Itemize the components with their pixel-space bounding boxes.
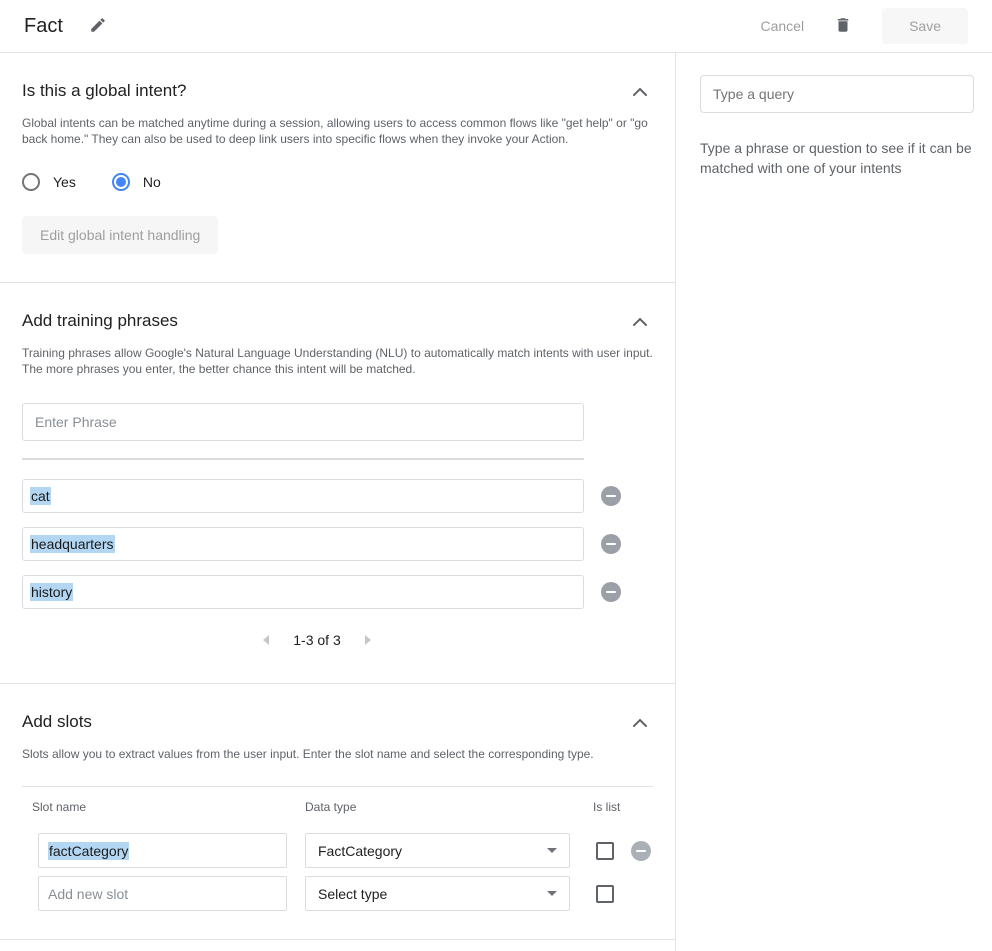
- edit-title-button[interactable]: [89, 16, 107, 37]
- data-type-select[interactable]: [305, 833, 570, 868]
- radio-option-no[interactable]: [112, 173, 161, 191]
- global-intent-section: [0, 53, 675, 283]
- minus-icon: [636, 850, 646, 852]
- remove-phrase-button[interactable]: [601, 534, 621, 554]
- add-new-slot-input[interactable]: [38, 876, 287, 911]
- column-header-slot-name: Slot name: [32, 800, 87, 814]
- training-phrases-section: [0, 283, 675, 684]
- radio-dot: [116, 177, 126, 187]
- global-intent-heading: Is this a global intent?: [22, 81, 187, 100]
- test-panel-hint: Type a phrase or question to see if it can be matched with one of your intents: [700, 140, 972, 176]
- add-slots-description: Slots allow you to extract values from the user input. Enter the slot name and select the corresponding type.: [22, 747, 594, 761]
- slot-row: [22, 833, 653, 868]
- phrase-text: cat: [31, 488, 50, 504]
- phrase-input[interactable]: [22, 575, 584, 609]
- phrase-pagination: [22, 631, 612, 649]
- test-intent-panel: [676, 53, 992, 951]
- phrase-input[interactable]: [22, 479, 584, 513]
- radio-icon-selected: [112, 173, 130, 191]
- column-header-is-list: Is list: [593, 800, 621, 814]
- radio-option-yes[interactable]: [22, 173, 76, 191]
- radio-label-yes: Yes: [53, 174, 76, 190]
- phrase-list-divider: [22, 458, 584, 460]
- is-list-checkbox[interactable]: [596, 885, 614, 903]
- previous-page-button[interactable]: [259, 631, 273, 649]
- training-phrases-description: Training phrases allow Google's Natural Language Understanding (NLU) to automatically match intents with user input. The more phrases you enter, the better chance this intent will be matched.: [22, 346, 653, 376]
- select-type-value: Select type: [318, 885, 388, 902]
- minus-icon: [606, 543, 616, 545]
- phrase-row: [22, 575, 653, 609]
- global-intent-description: Global intents can be matched anytime during a session, allowing users to access common flows like "get help" or "go back home." They can also be used to deep link users into specific flows when they invoke your Action.: [22, 116, 648, 146]
- global-intent-radio-group: [22, 173, 653, 191]
- slot-row-new: [22, 876, 653, 911]
- chevron-up-icon: [633, 715, 647, 730]
- page-title: Fact: [24, 14, 63, 37]
- training-phrases-heading: Add training phrases: [22, 311, 178, 330]
- slots-table-header: [22, 786, 653, 825]
- delete-intent-button[interactable]: [834, 15, 852, 38]
- chevron-up-icon: [633, 84, 647, 99]
- pagination-label: 1-3 of 3: [293, 632, 341, 648]
- slots-table: [22, 786, 653, 911]
- minus-icon: [606, 495, 616, 497]
- cancel-button[interactable]: Cancel: [760, 18, 805, 34]
- is-list-checkbox[interactable]: [596, 842, 614, 860]
- trash-icon: [834, 15, 852, 38]
- select-type-select[interactable]: [305, 876, 570, 911]
- radio-icon-unselected: [22, 173, 40, 191]
- save-button[interactable]: Save: [882, 8, 968, 44]
- enter-phrase-input[interactable]: [22, 403, 584, 441]
- arrow-right-icon: [365, 635, 371, 645]
- phrase-row: [22, 479, 653, 513]
- collapse-global-intent-button[interactable]: [627, 82, 653, 101]
- slot-name-input[interactable]: [38, 833, 287, 868]
- remove-slot-button[interactable]: [631, 841, 651, 861]
- phrase-row: [22, 527, 653, 561]
- collapse-training-phrases-button[interactable]: [627, 312, 653, 331]
- header-actions: [760, 8, 968, 44]
- pencil-icon: [89, 16, 107, 37]
- remove-phrase-button[interactable]: [601, 582, 621, 602]
- header-bar: [0, 0, 992, 53]
- phrase-input[interactable]: [22, 527, 584, 561]
- phrase-text: history: [31, 584, 73, 600]
- add-slots-heading: Add slots: [22, 712, 92, 731]
- minus-icon: [606, 591, 616, 593]
- remove-phrase-button[interactable]: [601, 486, 621, 506]
- column-header-data-type: Data type: [305, 800, 357, 814]
- radio-label-no: No: [142, 174, 161, 190]
- caret-down-icon: [547, 848, 557, 853]
- intent-editor-panel: [0, 53, 676, 951]
- arrow-left-icon: [263, 635, 269, 645]
- chevron-up-icon: [633, 314, 647, 329]
- add-slots-section: [0, 684, 675, 940]
- collapse-slots-button[interactable]: [627, 713, 653, 732]
- edit-global-intent-handling-button[interactable]: Edit global intent handling: [22, 216, 218, 254]
- caret-down-icon: [547, 891, 557, 896]
- phrase-text: headquarters: [31, 536, 114, 552]
- slot-name-text: factCategory: [49, 842, 129, 859]
- data-type-value: FactCategory: [318, 842, 403, 859]
- next-page-button[interactable]: [361, 631, 375, 649]
- test-query-input[interactable]: [700, 75, 974, 113]
